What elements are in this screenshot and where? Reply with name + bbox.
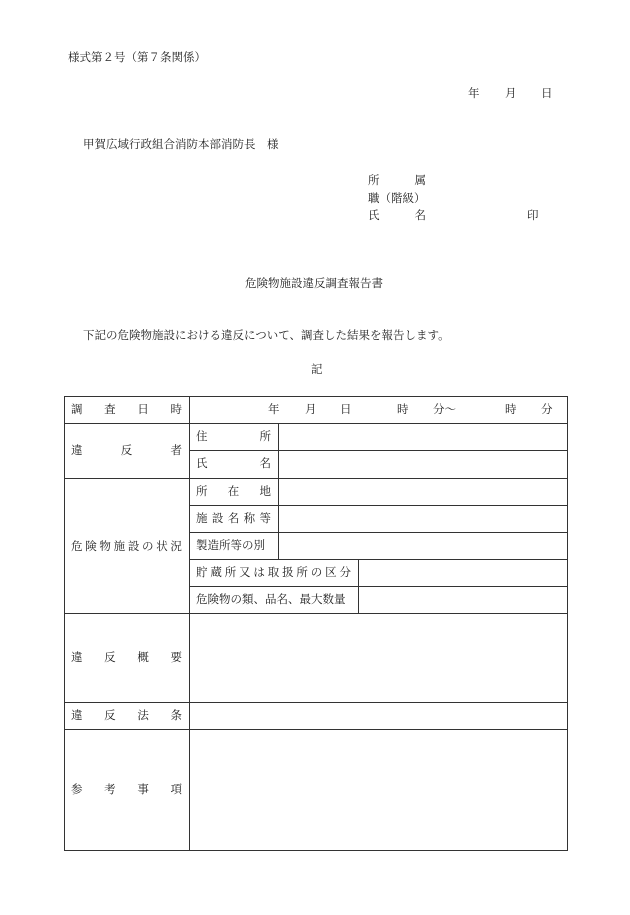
reporter-name: 氏 名 [368,208,426,222]
facility-type-label: 製造所等の別 [196,538,265,552]
hazmat-info-label: 危険物の類、品名、最大数量 [196,592,346,606]
seal-mark: 印 [527,208,539,222]
date-day: 日 [541,86,553,100]
survey-hour-end: 時 [505,402,517,416]
notes-label: 参 考 事 項 [71,782,182,796]
facility-location-label: 所 在 地 [196,484,271,498]
form-number: 様式第２号（第７条関係） [68,50,206,64]
violation-law-label: 違 反 法 条 [71,708,182,722]
facility-category-label: 貯 蔵 所 又 は 取 扱 所 の 区 分 [196,565,351,579]
facility-name-label: 施 設 名 称 等 [196,511,271,525]
violator-label: 違 反 者 [71,443,182,457]
date-year: 年 [468,86,480,100]
survey-datetime-label: 調 査 日 時 [71,402,182,416]
date-month: 月 [505,86,517,100]
survey-minute-end: 分 [541,402,553,416]
addressee: 甲賀広域行政組合消防本部消防長 様 [83,137,279,151]
document-title: 危険物施設違反調査報告書 [245,276,383,290]
violator-name-label: 氏 名 [196,456,271,470]
intro-text: 下記の危険物施設における違反について、調査した結果を報告します。 [83,328,450,342]
reporter-position: 職（階級） [368,191,426,205]
survey-day: 日 [340,402,352,416]
ki-label: 記 [311,362,323,376]
survey-hour: 時 [397,402,409,416]
survey-month: 月 [305,402,317,416]
violation-summary-label: 違 反 概 要 [71,650,182,664]
facility-status-label: 危 険 物 施 設 の 状 況 [71,539,182,553]
violator-address-label: 住 所 [196,429,271,443]
reporter-affiliation: 所 属 [368,173,426,187]
survey-minute-tilde: 分～ [433,402,456,416]
survey-year: 年 [268,402,280,416]
